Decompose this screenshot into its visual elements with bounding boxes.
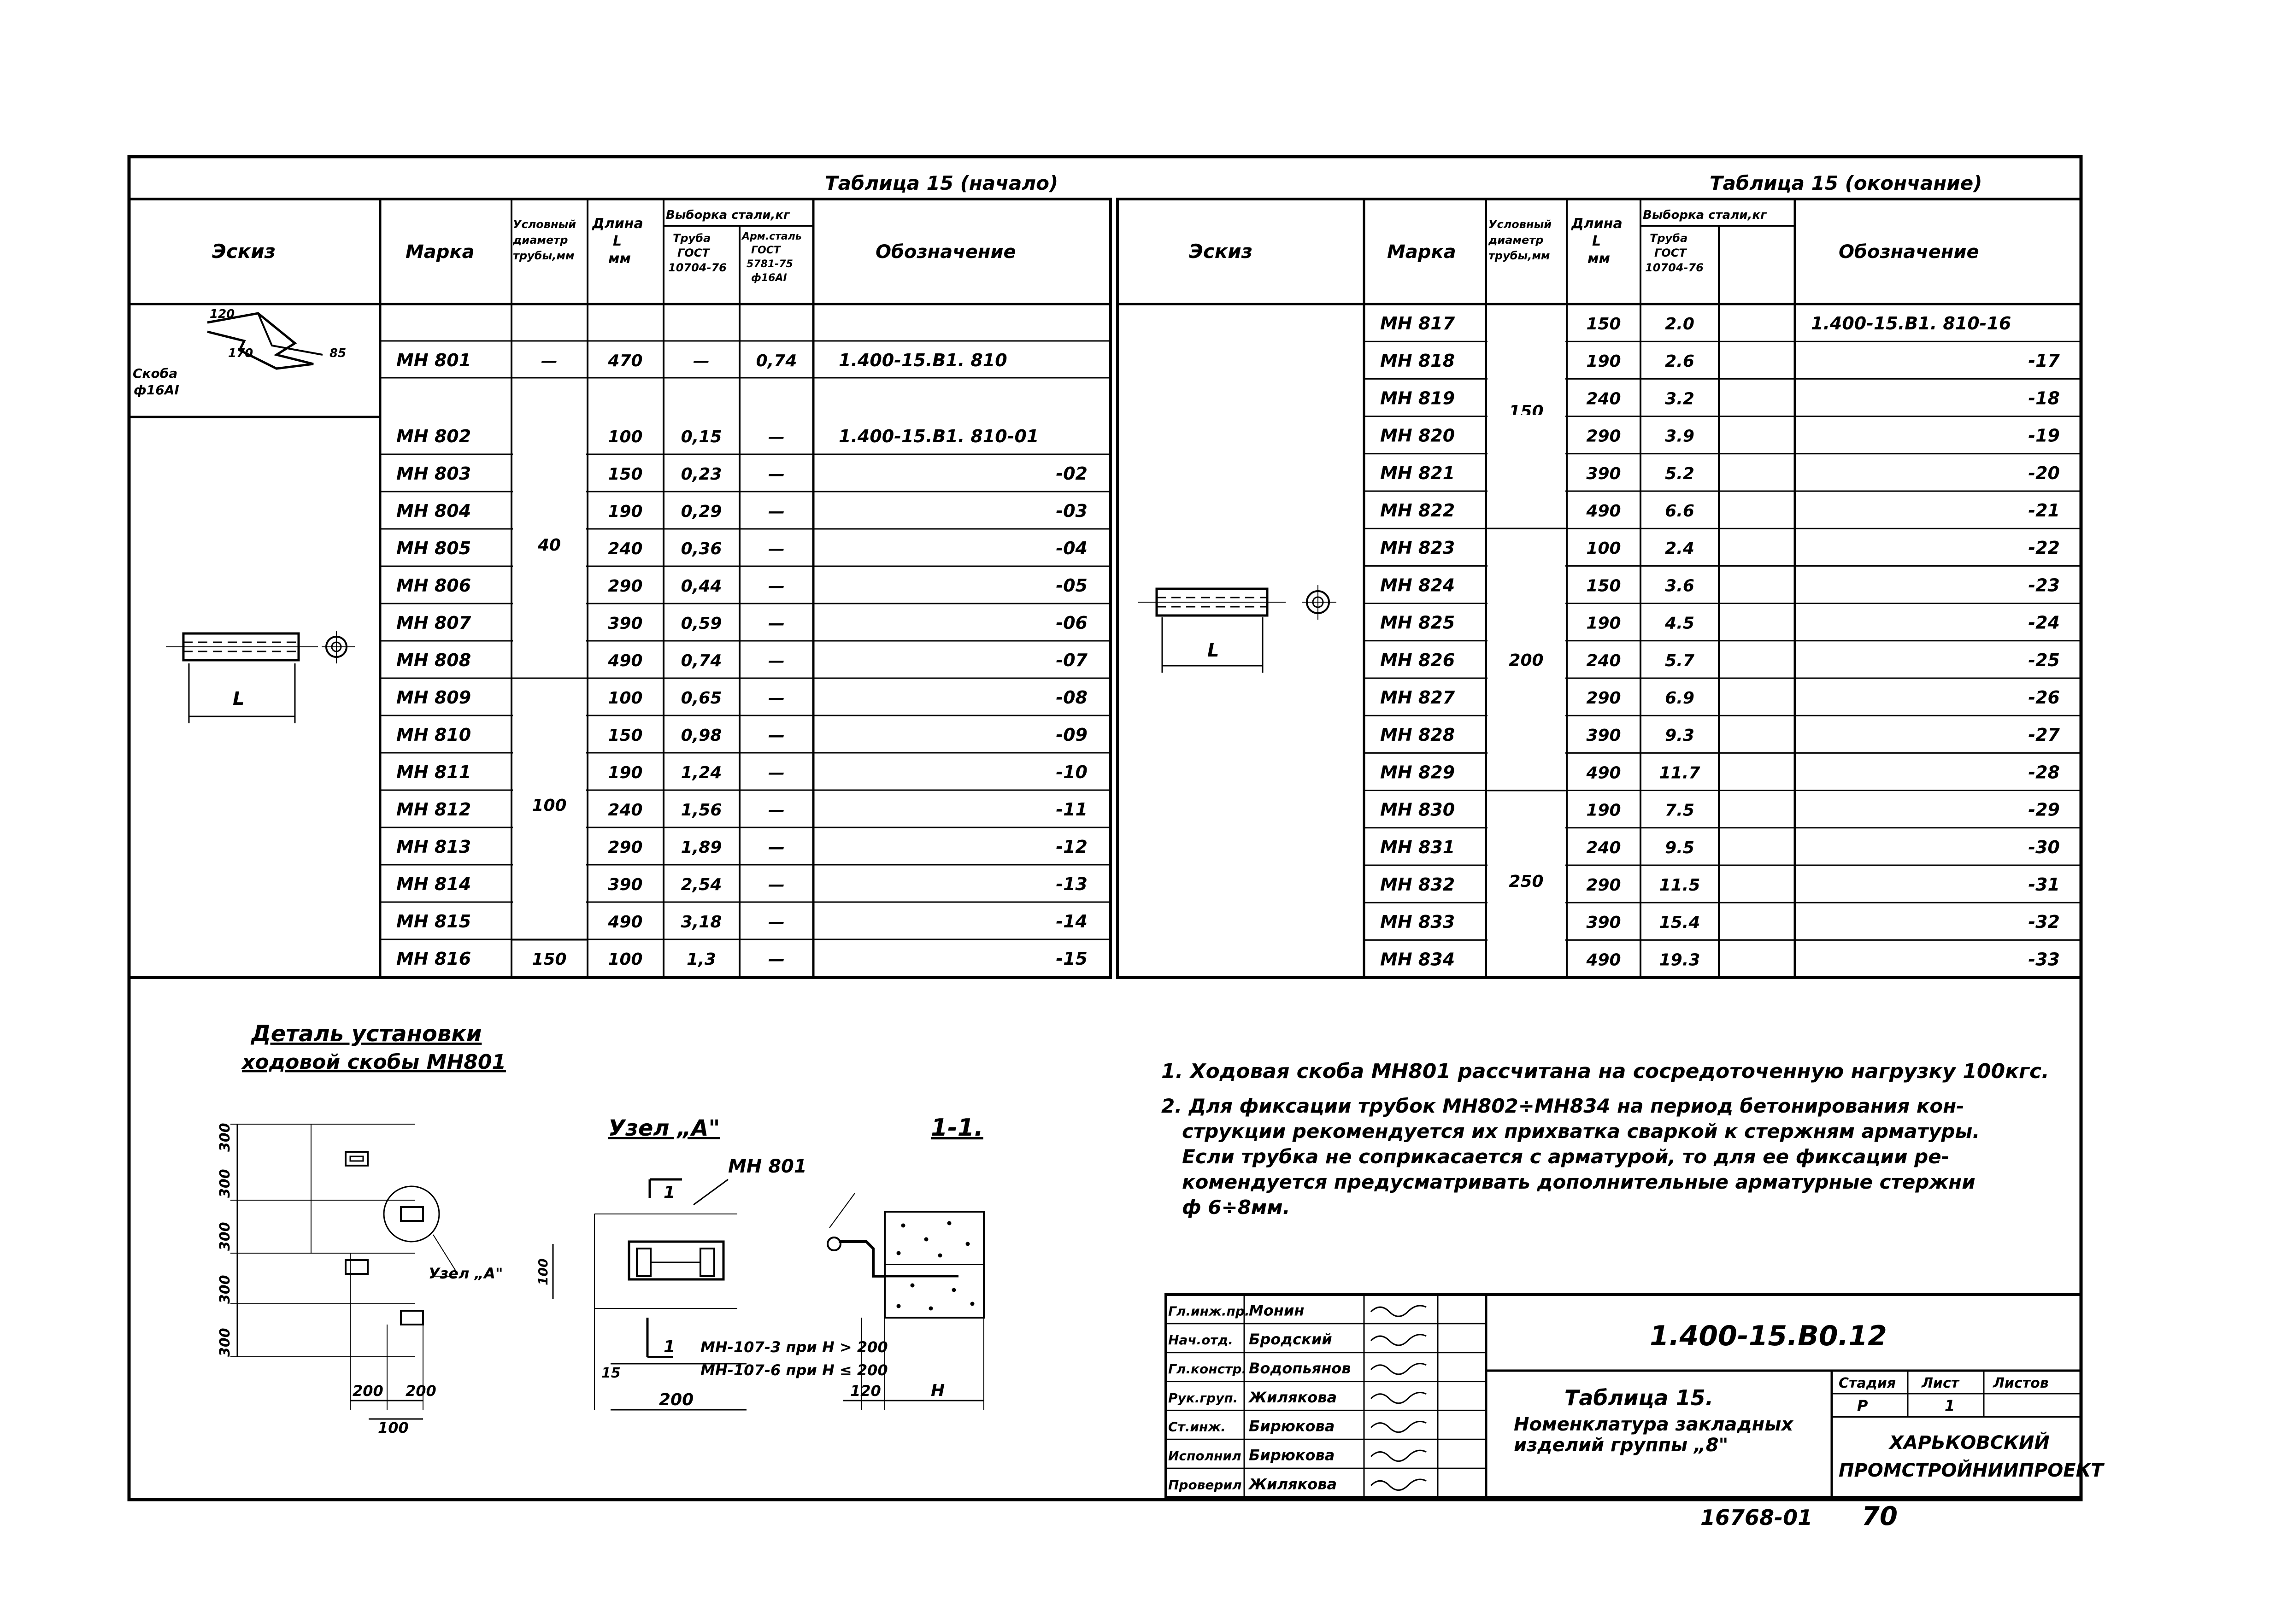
note-line-1: 1. Ходовая скоба МН801 рассчитана на сосредоточенную нагрузку 100кгс. [1161, 1060, 2049, 1083]
cell-designation: -20 [2028, 463, 2060, 483]
cell-designation: -11 [1056, 799, 1088, 820]
th-mark-right: Марка [1387, 241, 1456, 263]
detail-title: Деталь установки [251, 1021, 482, 1047]
signature-mark [1371, 1421, 1426, 1432]
signature-mark [1371, 1392, 1426, 1403]
cell-pipe: 2,54 [681, 875, 722, 894]
cell-length: 190 [1586, 801, 1621, 820]
staff-name: Жилякова [1249, 1388, 1337, 1406]
cell-designation: -02 [1056, 463, 1088, 484]
staff-name: Водопьянов [1249, 1359, 1351, 1377]
cell-rebar: — [768, 801, 785, 820]
cell-mark: МН 829 [1380, 762, 1455, 783]
cell-mark: МН 834 [1380, 949, 1455, 970]
tube-sketch-right [1138, 585, 1336, 673]
cell-rebar: — [768, 950, 785, 969]
th-designation-right: Обозначение [1839, 241, 1979, 263]
cell-pipe: 5.7 [1665, 651, 1694, 670]
section-dim-120: 120 [850, 1382, 881, 1400]
cell-pipe: 0,29 [681, 502, 722, 521]
signature-mark [1371, 1450, 1426, 1461]
cell-pipe: 0,98 [681, 726, 722, 745]
cell-mark: МН 819 [1380, 388, 1455, 409]
cell-length: 390 [608, 875, 643, 894]
node-dim-15: 15 [601, 1365, 621, 1381]
cell-pipe: 1,89 [681, 838, 722, 857]
table-right [1117, 172, 2081, 978]
staff-name: Бирюкова [1249, 1446, 1335, 1464]
cell-mark: МН 802 [396, 426, 471, 446]
cell-designation: -22 [2028, 538, 2060, 558]
cell-mark: МН 804 [396, 501, 471, 521]
dim-v-2: 300 [217, 1169, 233, 1198]
cell-designation: -31 [2028, 874, 2060, 895]
staff-role: Гл.констр. [1168, 1361, 1247, 1377]
cell-mark: МН 813 [396, 837, 471, 857]
bracket-dim-a: 120 [210, 307, 235, 321]
note-line-4: Если трубка не соприкасается с арматурой, то для ее фиксации ре- [1182, 1145, 1950, 1168]
cell-rebar: — [768, 502, 785, 521]
cell-mark: МН 803 [396, 463, 471, 484]
cell-pipe: 15.4 [1659, 913, 1700, 932]
cell-length: 290 [608, 577, 643, 596]
stage-value: Р [1857, 1397, 1868, 1414]
staff-name: Монин [1249, 1302, 1305, 1319]
cell-designation: -30 [2028, 837, 2060, 857]
cell-pipe: — [693, 352, 710, 370]
dim-200b: 200 [406, 1382, 436, 1400]
bracket-dim-b: 170 [228, 346, 253, 360]
cell-pipe: 11.7 [1659, 763, 1700, 783]
detail-subtitle: ходовой скобы МН801 [242, 1050, 506, 1074]
cell-mark: МН 806 [396, 575, 471, 596]
cell-designation: -18 [2028, 388, 2060, 409]
cell-diameter: 150 [532, 950, 567, 969]
th-diam-left: Условный диаметр трубы,мм [513, 218, 576, 262]
mark-ref-mn801: МН 801 [728, 1156, 807, 1177]
cell-length: 190 [608, 763, 643, 782]
cell-mark: МН 814 [396, 874, 471, 894]
cell-length: 150 [608, 465, 643, 484]
cell-pipe: 9.5 [1665, 838, 1694, 857]
staff-role: Рук.груп. [1168, 1390, 1238, 1406]
cell-mark: МН 823 [1380, 538, 1455, 558]
cell-pipe: 3.2 [1665, 389, 1694, 409]
section-title: 1-1. [931, 1114, 983, 1142]
section-dim-h: H [931, 1381, 945, 1400]
cell-designation: -17 [2028, 351, 2060, 371]
cell-designation: 1.400-15.В1. 810-16 [1811, 313, 2011, 334]
bracket-dim-c: 85 [329, 346, 347, 360]
cell-rebar: — [768, 428, 785, 446]
cell-pipe: 3,18 [681, 913, 722, 932]
cell-mark: МН 820 [1380, 425, 1455, 446]
sheets-label: Листов [1993, 1375, 2049, 1391]
cell-length: 240 [1586, 838, 1621, 857]
cut-mark-2: 1 [664, 1337, 676, 1356]
cell-length: 490 [608, 913, 643, 932]
archive-number: 16768-01 [1700, 1505, 1813, 1530]
cell-designation: -09 [1056, 725, 1088, 745]
dim-v-5: 300 [217, 1328, 233, 1357]
cell-designation: -12 [1056, 837, 1088, 857]
page-number: 70 [1862, 1501, 1898, 1531]
cell-mark: МН 807 [396, 613, 471, 633]
cell-diameter: 150 [1509, 402, 1544, 421]
cell-pipe: 5.2 [1665, 464, 1694, 483]
cell-rebar: — [768, 763, 785, 782]
cell-designation: -03 [1056, 501, 1088, 521]
cell-mark: МН 812 [396, 799, 471, 820]
cell-pipe: 1,3 [687, 950, 716, 969]
cell-designation: -14 [1056, 911, 1088, 932]
title-line-1: Таблица 15. [1564, 1385, 1714, 1410]
cell-length: 190 [608, 502, 643, 521]
node-dim-100: 100 [535, 1258, 551, 1285]
cell-mark: МН 816 [396, 949, 471, 969]
cell-pipe: 0,36 [681, 539, 722, 558]
staff-name: Бродский [1249, 1331, 1332, 1348]
doc-code: 1.400-15.В0.12 [1650, 1320, 1887, 1352]
cell-pipe: 9.3 [1665, 726, 1694, 745]
node-dim-200: 200 [659, 1390, 694, 1409]
title-block [1166, 1295, 2105, 1497]
staff-name: Жилякова [1249, 1475, 1337, 1493]
cell-length: 290 [1586, 427, 1621, 446]
cell-rebar: — [768, 726, 785, 745]
cell-mark: МН 831 [1380, 837, 1455, 857]
cell-designation: -06 [1056, 613, 1088, 633]
note-line-6: ф 6÷8мм. [1182, 1196, 1290, 1219]
tube-l-label-left: L [233, 688, 245, 709]
org-line-1: ХАРЬКОВСКИЙ [1889, 1432, 2050, 1454]
cell-rebar: — [768, 913, 785, 932]
org-line-2: ПРОМСТРОЙНИИПРОЕКТ [1839, 1460, 2104, 1481]
th-length-left: Длина L мм [592, 216, 643, 267]
cell-designation: 1.400-15.В1. 810-01 [839, 426, 1039, 446]
cell-length: 390 [608, 614, 643, 633]
cell-mark: МН 824 [1380, 575, 1455, 596]
cell-pipe: 6.6 [1665, 502, 1694, 521]
cell-designation: -08 [1056, 687, 1088, 708]
th-diam-right: Условный диаметр трубы,мм [1488, 218, 1552, 262]
notes-block [1161, 1060, 2049, 1219]
cell-rebar: — [768, 614, 785, 633]
th-length-right: Длина L мм [1571, 216, 1623, 267]
staff-role: Гл.инж.пр. [1168, 1303, 1250, 1319]
table-right-rows [1364, 313, 2081, 969]
cell-mark: МН 828 [1380, 725, 1455, 745]
cell-designation: -23 [2028, 575, 2060, 596]
cell-designation: -32 [2028, 912, 2060, 932]
title-line-2: Номенклатура закладных [1514, 1414, 1793, 1435]
cell-length: 150 [1586, 576, 1621, 596]
cell-designation: 1.400-15.В1. 810 [839, 350, 1007, 370]
th-designation-left: Обозначение [876, 241, 1016, 263]
cell-mark: МН 801 [396, 350, 471, 370]
signature-mark [1371, 1306, 1426, 1316]
cell-length: 390 [1586, 464, 1621, 483]
cell-rebar: — [768, 651, 785, 670]
cell-rebar: 0,74 [756, 352, 797, 370]
cell-designation: -05 [1056, 575, 1088, 596]
cell-pipe: 7.5 [1665, 801, 1694, 820]
cell-rebar: — [768, 689, 785, 708]
cell-mark: МН 833 [1380, 912, 1455, 932]
concrete-hatch [897, 1221, 974, 1310]
table-right-title: Таблица 15 (окончание) [1710, 172, 1982, 194]
cell-length: 490 [608, 651, 643, 670]
cell-length: 240 [1586, 389, 1621, 409]
cell-length: 390 [1586, 913, 1621, 932]
cell-length: 100 [608, 428, 643, 446]
cell-rebar: — [768, 539, 785, 558]
cell-diameter: 200 [1509, 651, 1544, 670]
cell-mark: МН 808 [396, 650, 471, 670]
cell-length: 490 [1586, 763, 1621, 783]
cell-pipe: 6.9 [1665, 689, 1694, 708]
detail-section [217, 1021, 984, 1436]
cell-designation: -19 [2028, 425, 2060, 446]
cell-mark: МН 821 [1380, 463, 1455, 483]
cell-mark: МН 826 [1380, 650, 1455, 670]
cell-length: 470 [608, 352, 643, 370]
cell-pipe: 11.5 [1659, 876, 1700, 895]
note-mn107-6: МН-107-6 при H ≤ 200 [700, 1361, 888, 1379]
cell-length: 490 [1586, 502, 1621, 521]
note-line-2: 2. Для фиксации трубок МН802÷МН834 на период бетонирования кон- [1161, 1095, 1964, 1117]
wall-elevation [217, 1123, 503, 1436]
cell-mark: МН 825 [1380, 612, 1455, 633]
cell-mark: МН 822 [1380, 500, 1455, 521]
cell-length: 290 [608, 838, 643, 857]
cell-length: 100 [608, 689, 643, 708]
th-steel-left: Выборка стали,кг [666, 208, 790, 222]
cell-length: 240 [1586, 651, 1621, 670]
cell-length: 490 [1586, 950, 1621, 970]
cell-mark: МН 827 [1380, 687, 1455, 708]
cell-designation: -04 [1056, 538, 1088, 558]
stage-label: Стадия [1839, 1375, 1896, 1391]
th-pipe-left: Труба ГОСТ 10704-76 [668, 232, 727, 274]
staff-role: Нач.отд. [1168, 1332, 1233, 1348]
sheet-label: Лист [1922, 1375, 1959, 1391]
table-left-rows [380, 341, 1111, 969]
cell-length: 190 [1586, 614, 1621, 633]
staff-name: Бирюкова [1249, 1417, 1335, 1435]
cell-pipe: 19.3 [1659, 950, 1700, 970]
cell-pipe: 2.6 [1665, 352, 1694, 371]
cell-mark: МН 811 [396, 762, 471, 782]
cell-length: 100 [608, 950, 643, 969]
cell-designation: -13 [1056, 874, 1088, 894]
dim-v-1: 300 [217, 1123, 233, 1152]
cell-diameter: — [541, 352, 558, 370]
cell-length: 190 [1586, 352, 1621, 371]
cell-designation: -33 [2028, 949, 2060, 970]
cell-length: 150 [1586, 315, 1621, 334]
dim-v-4: 300 [217, 1275, 233, 1304]
dim-v-3: 300 [217, 1222, 233, 1251]
cell-pipe: 1,56 [681, 801, 722, 820]
node-a-title: Узел „А" [608, 1115, 720, 1141]
cell-mark: МН 830 [1380, 799, 1455, 820]
bracket-sketch [129, 307, 380, 417]
sheet-value: 1 [1945, 1397, 1955, 1414]
signature-mark [1371, 1335, 1426, 1345]
staff-role: Ст.инж. [1168, 1419, 1226, 1435]
cell-pipe: 4.5 [1665, 614, 1694, 633]
cell-designation: -25 [2028, 650, 2060, 670]
table-left [129, 172, 1111, 978]
th-rebar-left: Арм.сталь ГОСТ 5781-75 ф16AI [742, 231, 802, 284]
cell-pipe: 1,24 [681, 763, 722, 782]
cell-diameter: 250 [1509, 872, 1544, 891]
cell-rebar: — [768, 577, 785, 596]
cell-pipe: 0,59 [681, 614, 722, 633]
cell-length: 100 [1586, 539, 1621, 558]
cell-length: 390 [1586, 726, 1621, 745]
cell-diameter: 100 [532, 796, 567, 815]
title-line-3: изделий группы „8" [1514, 1435, 1729, 1456]
cell-pipe: 0,23 [681, 465, 722, 484]
cell-pipe: 2.4 [1665, 539, 1694, 558]
th-sketch-left: Эскиз [212, 240, 276, 263]
cell-pipe: 0,65 [681, 689, 722, 708]
dim-200a: 200 [353, 1382, 383, 1400]
cut-mark-1: 1 [664, 1183, 676, 1202]
cell-mark: МН 810 [396, 725, 471, 745]
cell-pipe: 3.6 [1665, 576, 1694, 596]
cell-pipe: 0,44 [681, 577, 722, 596]
cell-designation: -24 [2028, 612, 2060, 633]
tube-l-label-right: L [1207, 640, 1219, 661]
table-left-title: Таблица 15 (начало) [825, 172, 1058, 194]
th-sketch-right: Эскиз [1189, 240, 1253, 263]
cell-designation: -29 [2028, 799, 2060, 820]
bracket-label: Скоба ф16AI [133, 366, 179, 398]
cell-designation: -07 [1056, 650, 1088, 670]
node-ref-label: Узел „А" [429, 1265, 503, 1282]
cell-mark: МН 832 [1380, 874, 1455, 895]
cell-mark: МН 818 [1380, 351, 1455, 371]
cell-designation: -10 [1056, 762, 1088, 782]
note-line-5: комендуется предусматривать дополнительные арматурные стержни [1182, 1171, 1976, 1193]
cell-rebar: — [768, 838, 785, 857]
signature-mark [1371, 1479, 1426, 1490]
th-mark-left: Марка [406, 241, 475, 263]
cell-length: 240 [608, 801, 643, 820]
cell-length: 290 [1586, 689, 1621, 708]
cell-designation: -15 [1056, 949, 1088, 969]
cell-mark: МН 817 [1380, 313, 1455, 334]
cell-designation: -26 [2028, 687, 2060, 708]
cell-designation: -27 [2028, 725, 2060, 745]
note-mn107-3: МН-107-3 при H > 200 [700, 1338, 888, 1356]
cell-length: 150 [608, 726, 643, 745]
tube-sketch-left [166, 631, 355, 723]
note-line-3: струкции рекомендуется их прихватка сваркой к стержням арматуры. [1182, 1120, 1980, 1143]
cell-pipe: 0,15 [681, 428, 722, 446]
th-steel-right: Выборка стали,кг [1643, 208, 1767, 222]
cell-designation: -21 [2028, 500, 2060, 521]
cell-length: 240 [608, 539, 643, 558]
cell-pipe: 0,74 [681, 651, 722, 670]
cell-mark: МН 809 [396, 687, 471, 708]
node-a-drawing [535, 1115, 888, 1410]
cell-mark: МН 815 [396, 911, 471, 932]
cell-mark: МН 805 [396, 538, 471, 558]
cell-rebar: — [768, 465, 785, 484]
th-pipe-right: Труба ГОСТ 10704-76 [1645, 232, 1704, 274]
staff-role: Проверил [1168, 1477, 1242, 1493]
cell-pipe: 2.0 [1665, 315, 1694, 334]
cell-rebar: — [768, 875, 785, 894]
cell-diameter: 40 [537, 536, 561, 555]
cell-length: 290 [1586, 876, 1621, 895]
staff-role: Исполнил [1168, 1448, 1241, 1464]
dim-100: 100 [378, 1419, 409, 1436]
cell-pipe: 3.9 [1665, 427, 1694, 446]
signature-mark [1371, 1364, 1426, 1374]
cell-designation: -28 [2028, 762, 2060, 783]
